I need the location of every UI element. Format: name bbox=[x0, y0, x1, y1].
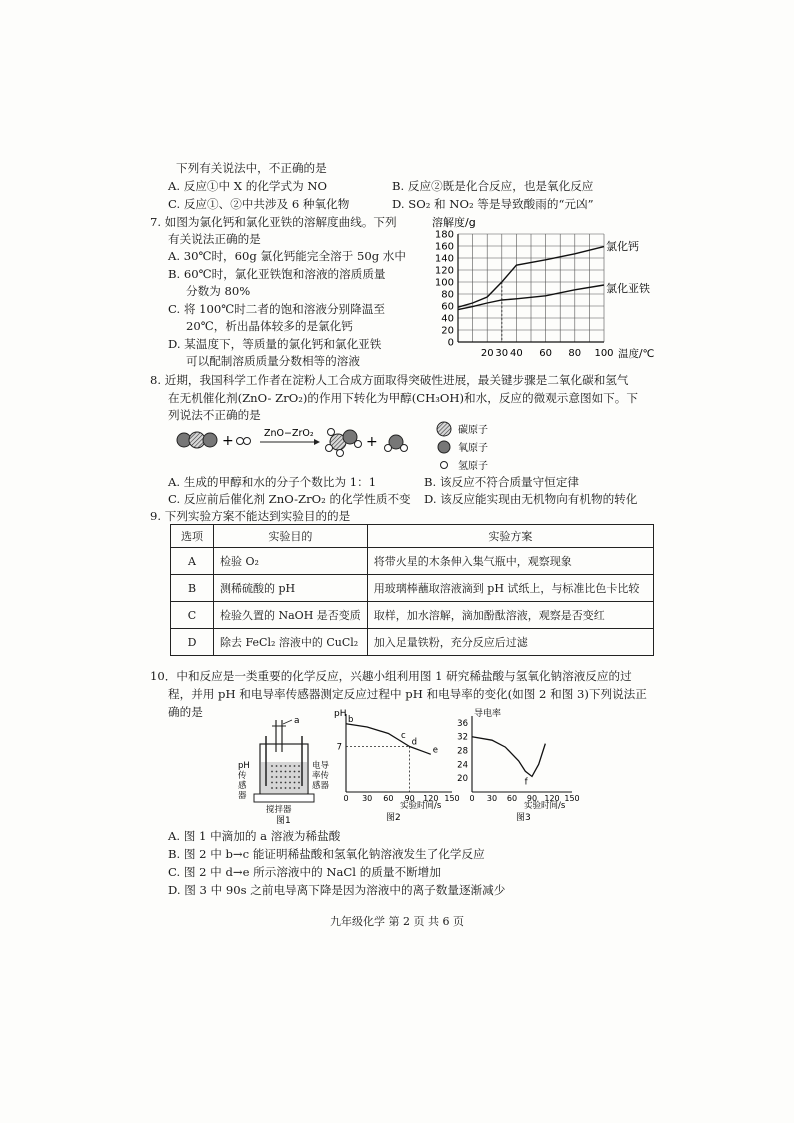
particle-17 bbox=[285, 776, 287, 778]
table-header-row bbox=[171, 525, 654, 548]
particle-26 bbox=[294, 782, 296, 784]
ph-sensor-label-2: 传 bbox=[238, 771, 247, 781]
particle-34 bbox=[298, 787, 300, 789]
row-d-purpose: 除去 FeCl₂ 溶液中的 CuCl₂ bbox=[214, 629, 368, 656]
y-tick-label-0: 0 bbox=[447, 337, 454, 349]
experiment-table bbox=[170, 524, 654, 656]
particle-8 bbox=[276, 771, 278, 773]
particle-5 bbox=[294, 765, 296, 767]
y-tick-label-140: 140 bbox=[434, 253, 454, 265]
row-a-option: A bbox=[171, 548, 214, 575]
q8-stem-1: 8. 近期，我国科学工作者在淀粉人工合成方面取得突破性进展，最关键步骤是二氧化碳和氢气 bbox=[150, 373, 629, 387]
table-row bbox=[171, 602, 654, 629]
particle-6 bbox=[298, 765, 300, 767]
legend-carbon: 碳原子 bbox=[458, 425, 488, 436]
ph-point-c: c bbox=[401, 731, 406, 741]
cond-x-tick-60: 60 bbox=[506, 794, 518, 803]
ph-x-tick-60: 60 bbox=[383, 794, 394, 803]
particle-4 bbox=[289, 765, 291, 767]
ph-point-e: e bbox=[432, 745, 439, 756]
q7-stem-1: 7. 如图为氯化钙和氯化亚铁的溶解度曲线。下列 bbox=[150, 215, 397, 229]
particle-9 bbox=[280, 771, 282, 773]
curve-label-ferrous-chloride: 氯化亚铁 bbox=[606, 282, 650, 295]
q8-option-a: A. 生成的甲醇和水的分子个数比为 1：1 bbox=[168, 475, 377, 489]
q10-option-c: C. 图 2 中 d→e 所示溶液中的 NaCl 的质量不断增加 bbox=[168, 865, 441, 879]
particle-12 bbox=[294, 771, 296, 773]
page-footer: 九年级化学 第 2 页 共 6 页 bbox=[330, 915, 464, 928]
figure1-caption: 图1 bbox=[276, 816, 291, 826]
row-a-plan: 将带火星的木条伸入集气瓶中，观察现象 bbox=[367, 548, 653, 575]
figure3-caption: 图3 bbox=[516, 813, 531, 823]
row-c-purpose: 检验久置的 NaOH 是否变质 bbox=[214, 602, 368, 629]
row-d-option: D bbox=[171, 629, 214, 656]
particle-11 bbox=[289, 771, 291, 773]
x-tick-label-60: 60 bbox=[539, 348, 552, 359]
q7-option-a: A. 30℃时，60g 氯化钙能完全溶于 50g 水中 bbox=[168, 249, 406, 263]
ph-x-tick-0: 0 bbox=[343, 794, 349, 803]
y-tick-label-180: 180 bbox=[434, 229, 454, 241]
particle-30 bbox=[280, 787, 282, 789]
y-tick-label-40: 40 bbox=[441, 313, 454, 325]
conductivity-ylabel: 导电率 bbox=[474, 709, 502, 719]
row-b-plan: 用玻璃棒蘸取溶液滴到 pH 试纸上，与标准比色卡比较 bbox=[367, 575, 653, 602]
conductivity-sensor-label-3: 感器 bbox=[312, 781, 330, 791]
y-tick-label-20: 20 bbox=[441, 325, 454, 337]
y-tick-label-80: 80 bbox=[441, 289, 454, 301]
row-c-option: C bbox=[171, 602, 214, 629]
particle-27 bbox=[298, 782, 300, 784]
particle-29 bbox=[276, 787, 278, 789]
q6-option-c: C. 反应①、②中共涉及 6 种氧化物 bbox=[168, 197, 350, 211]
cond-x-tick-120: 120 bbox=[544, 794, 560, 803]
ph-x-tick-30: 30 bbox=[362, 794, 373, 803]
row-a-purpose: 检验 O₂ bbox=[214, 548, 368, 575]
q10-option-d: D. 图 3 中 90s 之前电导离下降是因为溶液中的离子数量逐渐减少 bbox=[168, 883, 506, 897]
header-purpose: 实验目的 bbox=[214, 525, 368, 548]
x-tick-label-40: 40 bbox=[510, 348, 523, 359]
reagent-a-label: a bbox=[294, 716, 300, 726]
cond-x-tick-0: 0 bbox=[469, 794, 475, 803]
figure3-conductivity-chart bbox=[448, 704, 580, 826]
q10-stem-1: 10．中和反应是一类重要的化学反应，兴趣小组利用图 1 研究稀盐酸与氢氧化钠溶液反应的过 bbox=[150, 669, 632, 683]
table-row bbox=[171, 575, 654, 602]
particle-24 bbox=[285, 782, 287, 784]
cond-x-tick-150: 150 bbox=[564, 794, 580, 803]
cond-y-tick-28: 28 bbox=[457, 746, 468, 757]
q7-option-b-2: 分数为 80% bbox=[186, 284, 251, 298]
figure2-ph-chart bbox=[330, 704, 458, 826]
particle-19 bbox=[294, 776, 296, 778]
particle-2 bbox=[280, 765, 282, 767]
ph-x-tick-150: 150 bbox=[444, 794, 460, 803]
y-tick-label-160: 160 bbox=[434, 241, 454, 253]
particle-18 bbox=[289, 776, 291, 778]
y-tick-label-100: 100 bbox=[434, 277, 454, 289]
particle-15 bbox=[276, 776, 278, 778]
atom-legend bbox=[437, 422, 488, 472]
figure2-caption: 图2 bbox=[386, 813, 401, 823]
ph-sensor-label-3: 感 bbox=[238, 781, 247, 791]
particle-32 bbox=[289, 787, 291, 789]
q8-stem-3: 列说法不正确的是 bbox=[168, 408, 261, 422]
legend-hydrogen: 氢原子 bbox=[458, 461, 488, 472]
legend-oxygen: 氧原子 bbox=[458, 443, 488, 454]
row-b-purpose: 测稀硫酸的 pH bbox=[214, 575, 368, 602]
ph-xlabel: 实验时间/s bbox=[400, 801, 442, 811]
ph-x-tick-120: 120 bbox=[423, 794, 439, 803]
ph-sensor-label-1: pH bbox=[238, 761, 250, 771]
particle-22 bbox=[276, 782, 278, 784]
particle-23 bbox=[280, 782, 282, 784]
particle-21 bbox=[271, 782, 273, 784]
q7-option-c-2: 20℃，析出晶体较多的是氯化钙 bbox=[186, 319, 353, 333]
q10-option-b: B. 图 2 中 b→c 能证明稀盐酸和氢氧化钠溶液发生了化学反应 bbox=[168, 847, 485, 861]
row-d-plan: 加入足量铁粉，充分反应后过滤 bbox=[367, 629, 653, 656]
cond-x-tick-30: 30 bbox=[486, 794, 498, 803]
cond-y-tick-36: 36 bbox=[457, 718, 468, 729]
x-tick-label-100: 100 bbox=[594, 348, 614, 359]
particle-7 bbox=[271, 771, 273, 773]
plus-sign-1: + bbox=[222, 433, 234, 449]
plus-sign-2: + bbox=[366, 434, 378, 450]
particle-28 bbox=[271, 787, 273, 789]
ph-ylabel: pH bbox=[334, 709, 347, 719]
q8-option-b: B. 该反应不符合质量守恒定律 bbox=[424, 475, 580, 489]
cond-x-tick-90: 90 bbox=[526, 794, 538, 803]
particle-1 bbox=[276, 765, 278, 767]
header-option: 选项 bbox=[171, 525, 214, 548]
solubility-chart bbox=[420, 212, 680, 372]
y-tick-label-120: 120 bbox=[434, 265, 454, 277]
x-tick-label-30: 30 bbox=[495, 348, 509, 359]
particle-16 bbox=[280, 776, 282, 778]
ph-curve-line bbox=[346, 724, 431, 755]
q6-option-b: B. 反应②既是化合反应，也是氧化反应 bbox=[392, 179, 594, 193]
particle-10 bbox=[285, 771, 287, 773]
ph-x-tick-90: 90 bbox=[404, 794, 415, 803]
curve-label-calcium-chloride: 氯化钙 bbox=[606, 240, 639, 253]
cond-y-tick-20: 20 bbox=[457, 774, 468, 785]
particle-25 bbox=[289, 782, 291, 784]
q7-option-d-1: D. 某温度下，等质量的氯化钙和氯化亚铁 bbox=[168, 337, 382, 351]
conductivity-sensor-label-2: 率传 bbox=[312, 771, 330, 781]
row-b-option: B bbox=[171, 575, 214, 602]
conductivity-sensor-label-1: 电导 bbox=[312, 761, 330, 771]
cond-point-f: f bbox=[524, 777, 528, 788]
q9-stem: 9. 下列实验方案不能达到实验目的的是 bbox=[150, 509, 351, 523]
table-row bbox=[171, 629, 654, 656]
solubility-ylabel: 溶解度/g bbox=[432, 216, 476, 229]
q8-stem-2: 在无机催化剂(ZnO- ZrO₂)的作用下转化为甲醇(CH₃OH)和水，反应的微观示意图如下。下 bbox=[168, 391, 638, 405]
x-tick-label-80: 80 bbox=[568, 348, 582, 359]
header-plan: 实验方案 bbox=[367, 525, 653, 548]
particle-31 bbox=[285, 787, 287, 789]
x-tick-label-20: 20 bbox=[480, 348, 494, 359]
q8-option-d: D. 该反应能实现由无机物向有机物的转化 bbox=[424, 492, 638, 506]
ph-point-d: d bbox=[411, 737, 418, 748]
particle-0 bbox=[271, 765, 273, 767]
q10-option-a: A. 图 1 中滴加的 a 溶液为稀盐酸 bbox=[168, 829, 341, 843]
ph-y-tick-7: 7 bbox=[336, 742, 342, 753]
reaction-diagram bbox=[170, 420, 530, 476]
water-molecule bbox=[385, 435, 408, 452]
stirrer-label: 搅拌器 bbox=[266, 805, 292, 815]
conductivity-xlabel: 实验时间/s bbox=[524, 801, 566, 811]
co2-molecule bbox=[177, 432, 217, 448]
q10-stem-2: 程，并用 pH 和电导率传感器测定反应过程中 pH 和电导率的变化(如图 2 和图 3)下列说法正 bbox=[168, 687, 647, 701]
q6-option-d: D. SO₂ 和 NO₂ 等是导致酸雨的“元凶” bbox=[392, 197, 594, 211]
row-c-plan: 取样，加水溶解，滴加酚酞溶液，观察是否变红 bbox=[367, 602, 653, 629]
q8-option-c: C. 反应前后催化剂 ZnO-ZrO₂ 的化学性质不变 bbox=[168, 492, 411, 506]
solubility-xlabel: 温度/℃ bbox=[618, 348, 655, 360]
particle-14 bbox=[271, 776, 273, 778]
y-tick-label-60: 60 bbox=[441, 301, 454, 313]
ph-sensor-label-4: 器 bbox=[238, 791, 247, 801]
q10-stem-3: 确的是 bbox=[168, 705, 203, 719]
q7-option-d-2: 可以配制溶质质量分数相等的溶液 bbox=[186, 354, 360, 368]
h2-molecule bbox=[237, 438, 251, 445]
q7-option-b-1: B. 60℃时，氯化亚铁饱和溶液的溶质质量 bbox=[168, 267, 386, 281]
conductivity-curve-line bbox=[472, 737, 545, 777]
q6-option-a: A. 反应①中 X 的化学式为 NO bbox=[168, 179, 328, 193]
particle-33 bbox=[294, 787, 296, 789]
ph-point-b: b bbox=[348, 714, 354, 725]
q6-stem: 下列有关说法中，不正确的是 bbox=[176, 161, 327, 175]
particle-3 bbox=[285, 765, 287, 767]
particle-20 bbox=[298, 776, 300, 778]
table-row bbox=[171, 548, 654, 575]
q7-option-c-1: C. 将 100℃时二者的饱和溶液分别降温至 bbox=[168, 302, 385, 316]
cond-y-tick-24: 24 bbox=[457, 760, 468, 771]
catalyst-label: ZnO−ZrO₂ bbox=[264, 428, 314, 439]
figure1-apparatus bbox=[232, 716, 336, 826]
particle-13 bbox=[298, 771, 300, 773]
q7-stem-2: 有关说法正确的是 bbox=[168, 232, 261, 246]
methanol-molecule bbox=[326, 429, 362, 457]
cond-y-tick-32: 32 bbox=[457, 732, 468, 743]
